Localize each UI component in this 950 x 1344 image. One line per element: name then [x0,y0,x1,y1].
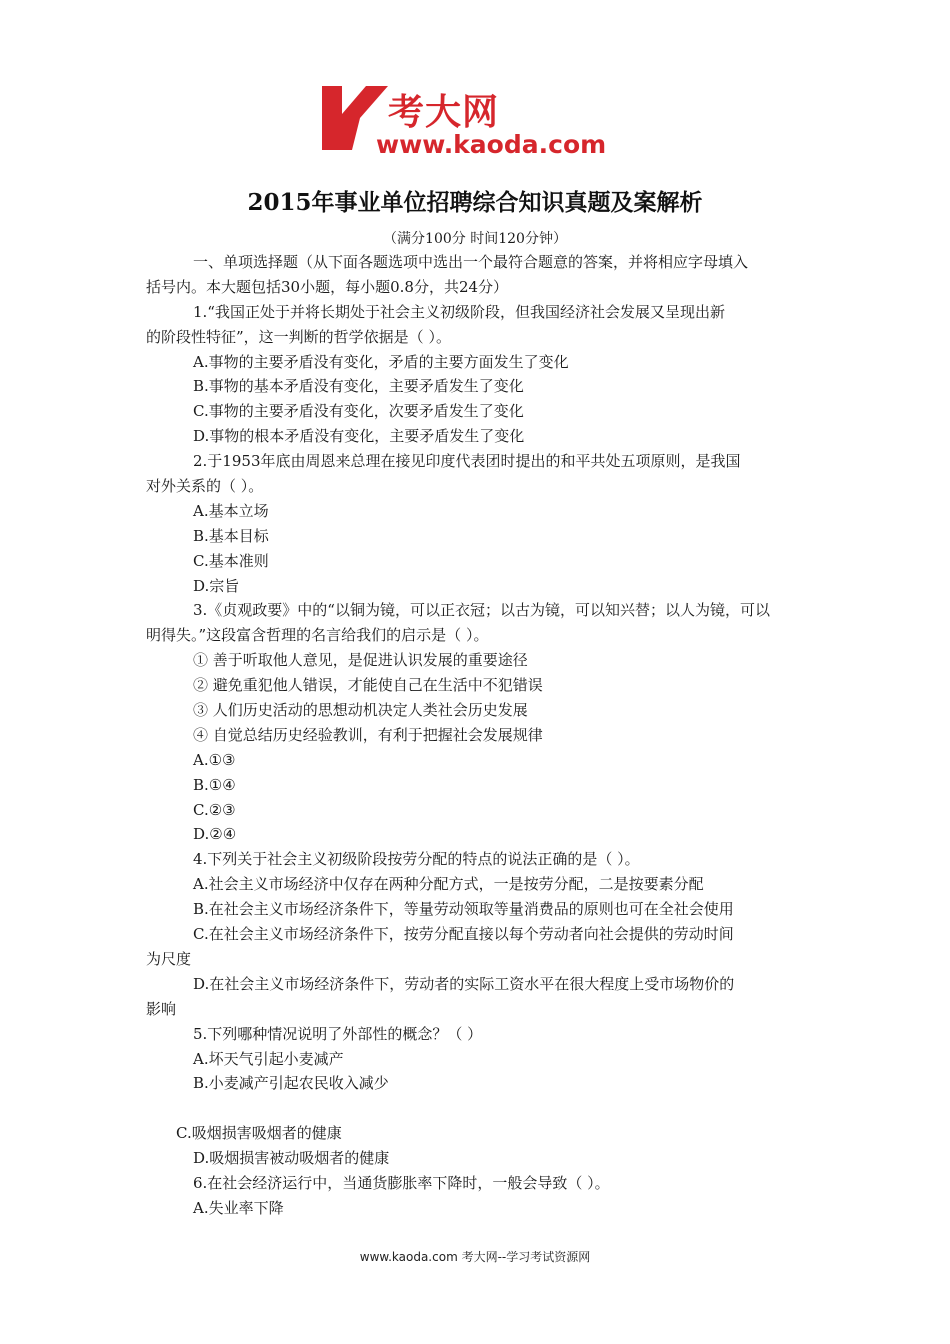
page-footer: www.kaoda.com 考大网--学习考试资源网 [359,1250,591,1264]
exam-info: （满分100分 时间120分钟） [383,231,567,247]
option-line: B.事物的基本矛盾没有变化，主要矛盾发生了变化 [193,377,524,396]
statement-line: ② 避免重犯他人错误，才能使自己在生活中不犯错误 [193,676,543,695]
document-body [146,250,811,1221]
section-heading: 一、单项选择题（从下面各题选项中选出一个最符合题意的答案，并将相应字母填入 [193,253,749,271]
option-line: A.坏天气引起小麦减产 [193,1049,344,1068]
option-line: A.社会主义市场经济中仅存在两种分配方式，一是按劳分配，二是按要素分配 [193,875,704,894]
option-line: A.①③ [193,750,236,769]
statement-line: ③ 人们历史活动的思想动机决定人类社会历史发展 [193,701,528,720]
page-title: 2015年事业单位招聘综合知识真题及案解析 [247,189,703,216]
option-line: A.基本立场 [193,501,269,520]
logo-url: www.kaoda.com [376,130,607,159]
statement-line: ④ 自觉总结历史经验教训，有利于把握社会发展规律 [193,725,543,744]
option-line: B.小麦减产引起农民收入减少 [193,1074,389,1093]
option-line: B.①④ [193,775,236,794]
option-line-cont: 为尺度 [146,949,192,968]
question-1-cont: 的阶段性特征”，这一判断的哲学依据是（ ）。 [146,327,451,346]
option-line: C.②③ [193,800,236,819]
option-line: C.吸烟损害吸烟者的健康 [176,1124,342,1143]
question-4: 4.下列关于社会主义初级阶段按劳分配的特点的说法正确的是（ ）。 [193,850,640,869]
option-line: A.失业率下降 [193,1198,284,1217]
question-5: 5.下列哪种情况说明了外部性的概念？（ ） [193,1024,483,1043]
section-heading-cont: 括号内。本大题包括30小题，每小题0.8分，共24分） [146,277,509,296]
option-line: C.事物的主要矛盾没有变化，次要矛盾发生了变化 [193,402,524,421]
option-line: C.在社会主义市场经济条件下，按劳分配直接以每个劳动者向社会提供的劳动时间 [193,925,734,944]
question-1: 1.“我国正处于并将长期处于社会主义初级阶段，但我国经济社会发展又呈现出新 [193,302,725,321]
option-line: D.事物的根本矛盾没有变化，主要矛盾发生了变化 [193,427,525,446]
option-line: A.事物的主要矛盾没有变化，矛盾的主要方面发生了变化 [193,352,569,371]
option-line: C.基本准则 [193,551,269,570]
option-line-cont: 影响 [146,999,177,1018]
option-line: B.基本目标 [193,526,269,545]
blank-line [146,1096,811,1121]
logo-chinese-name: 考大网 [388,92,500,133]
question-2: 2.于1953年底由周恩来总理在接见印度代表团时提出的和平共处五项原则，是我国 [193,452,741,471]
option-line: B.在社会主义市场经济条件下，等量劳动领取等量消费品的原则也可在全社会使用 [193,900,734,919]
kaoda-logo [318,80,648,160]
question-3-cont: 明得失。”这段富含哲理的名言给我们的启示是（ ）。 [146,626,489,645]
question-6: 6.在社会经济运行中，当通货膨胀率下降时，一般会导致（ ）。 [193,1173,610,1192]
statement-line: ① 善于听取他人意见，是促进认识发展的重要途径 [193,651,528,670]
option-line: D.宗旨 [193,576,240,595]
question-2-cont: 对外关系的（ ）。 [146,477,264,496]
option-line: D.②④ [193,825,237,844]
question-3: 3.《贞观政要》中的“以铜为镜，可以正衣冠；以古为镜，可以知兴替；以人为镜，可以 [193,601,770,620]
option-line: D.在社会主义市场经济条件下，劳动者的实际工资水平在很大程度上受市场物价的 [193,974,735,993]
option-line: D.吸烟损害被动吸烟者的健康 [193,1149,390,1168]
